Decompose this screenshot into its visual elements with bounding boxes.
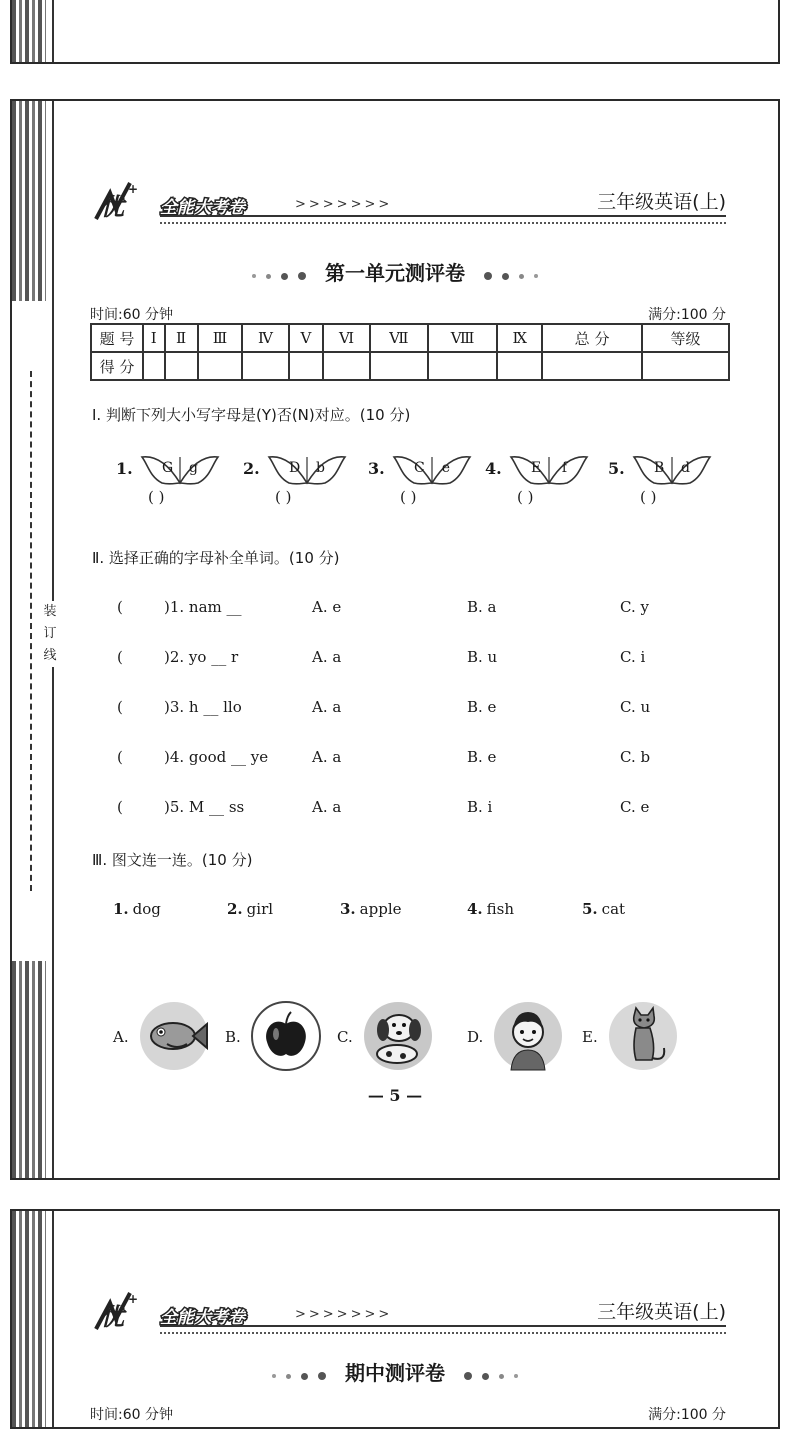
col-3: Ⅲ [198, 324, 243, 352]
score-cell[interactable] [165, 352, 198, 380]
title-dots-right [479, 263, 543, 287]
word-item-1[interactable]: 1. dog [113, 900, 161, 918]
score-cell[interactable] [323, 352, 369, 380]
girl-icon [491, 1000, 565, 1072]
page-number: — 5 — [367, 1086, 423, 1105]
dog-icon [361, 1000, 435, 1072]
answer-blank[interactable]: ( [117, 598, 123, 616]
header-arrows: >>>>>>> [295, 197, 393, 212]
score-cell[interactable] [143, 352, 165, 380]
col-2: Ⅱ [165, 324, 198, 352]
title-dots-left [267, 1363, 331, 1387]
previous-page-sheet [10, 0, 780, 64]
grade-subject: 三年级英语(上) [597, 1301, 726, 1323]
score-table-header-row [91, 324, 729, 352]
word-item-5[interactable]: 5. cat [582, 900, 626, 918]
answer-blank[interactable]: ( ) [400, 488, 417, 506]
answer-blank[interactable]: ( [117, 748, 123, 766]
binding-strip [12, 0, 56, 62]
section-1-heading: Ⅰ. 判断下列大小写字母是(Y)否(N)对应。(10 分) [92, 406, 411, 424]
fish-icon [137, 1000, 211, 1072]
svg-text:全能大考卷: 全能大考卷 [160, 1308, 245, 1328]
col-7: Ⅶ [370, 324, 428, 352]
section-3-heading: Ⅲ. 图文连一连。(10 分) [92, 851, 253, 869]
butterfly-item-3: 3. C e ( ) [392, 453, 472, 513]
score-cell[interactable] [497, 352, 542, 380]
col-8: Ⅷ [428, 324, 498, 352]
answer-blank[interactable]: ( ) [640, 488, 657, 506]
score-cell[interactable] [289, 352, 324, 380]
title-dots-left [247, 263, 311, 287]
next-page-sheet [10, 1209, 780, 1429]
exam-title: 期中测评卷 [345, 1361, 445, 1385]
page-header [90, 179, 726, 229]
answer-blank[interactable]: ( ) [148, 488, 165, 506]
word-item-4[interactable]: 4. fish [467, 900, 515, 918]
col-5: Ⅴ [289, 324, 324, 352]
cat-icon [606, 1000, 680, 1072]
full-score: 满分:100 分 [648, 307, 726, 323]
col-4: Ⅳ [242, 324, 288, 352]
svg-text:+: + [128, 1292, 139, 1306]
exam-page-unit1: 装订线 优 + 全能大考卷 >>>>>>> 三年级英语(上) 第一单元测评卷 时间:60 分钟 满分:100 分 题 号 Ⅰ Ⅱ Ⅲ Ⅳ Ⅴ Ⅵ Ⅶ Ⅷ Ⅸ 总 分 等级 得 分 Ⅰ. 判断下列大小写字母是(Y)否(N)对应。(10 分) 1. G g ( ) 2. D b ( ) 3. C e ( ) 4. E f ( ) 5. B d ( ) Ⅱ. 选择正确的字母补全单词。(10 分) ( )1. nam __ A. e B. a C. y ( )2. yo __ r A. a B. u C. i ( )3. h __ llo A. a B. e C. u ( )4. good __ ye A. a B. e C. b ( )5. M __ ss A. a B. i C. e Ⅲ. 图文连一连。(10 分) 1. dog 2. girl 3. apple 4. fish 5. cat A. B. C. D. E. — 5 — [10, 99, 780, 1180]
col-6: Ⅵ [323, 324, 369, 352]
section-2-heading: Ⅱ. 选择正确的字母补全单词。(10 分) [92, 549, 340, 567]
answer-blank[interactable]: ( [117, 698, 123, 716]
answer-blank[interactable]: ( [117, 648, 123, 666]
score-cell[interactable] [542, 352, 642, 380]
word-item-2[interactable]: 2. girl [227, 900, 274, 918]
score-cell[interactable] [642, 352, 729, 380]
svg-text:全能大考卷: 全能大考卷 [160, 198, 245, 218]
score-cell[interactable] [242, 352, 288, 380]
score-cell[interactable] [428, 352, 498, 380]
page-title [12, 257, 778, 287]
col-grade: 等级 [642, 324, 729, 352]
score-cell[interactable] [198, 352, 243, 380]
score-label: 得 分 [91, 352, 143, 380]
title-dots-right [459, 1363, 523, 1387]
page-title [12, 1357, 778, 1387]
full-score: 满分:100 分 [648, 1407, 726, 1423]
grade-subject: 三年级英语(上) [597, 191, 726, 213]
butterfly-item-5: 5. B d ( ) [632, 453, 712, 513]
exam-time: 时间:60 分钟 [90, 307, 173, 323]
question-number-label: 题 号 [91, 324, 143, 352]
score-table-score-row [91, 352, 729, 380]
answer-blank[interactable]: ( ) [517, 488, 534, 506]
exam-title: 第一单元测评卷 [325, 261, 465, 285]
answer-blank[interactable]: ( ) [275, 488, 292, 506]
score-table [90, 323, 730, 381]
page-header [90, 1289, 726, 1339]
apple-icon [249, 1000, 323, 1072]
butterfly-item-4: 4. E f ( ) [509, 453, 589, 513]
header-arrows: >>>>>>> [295, 1307, 393, 1322]
col-total: 总 分 [542, 324, 642, 352]
binding-label: 装订线 [42, 601, 58, 667]
svg-text:优: 优 [100, 192, 124, 221]
score-cell[interactable] [370, 352, 428, 380]
butterfly-item-2: 2. D b ( ) [267, 453, 347, 513]
word-item-3[interactable]: 3. apple [340, 900, 402, 918]
col-9: Ⅸ [497, 324, 542, 352]
svg-text:优: 优 [100, 1302, 124, 1331]
exam-time: 时间:60 分钟 [90, 1407, 173, 1423]
answer-blank[interactable]: ( [117, 798, 123, 816]
butterfly-item-1: 1. G g ( ) [140, 453, 220, 513]
binding-strip [12, 1211, 56, 1427]
col-1: Ⅰ [143, 324, 165, 352]
svg-text:+: + [128, 182, 139, 196]
